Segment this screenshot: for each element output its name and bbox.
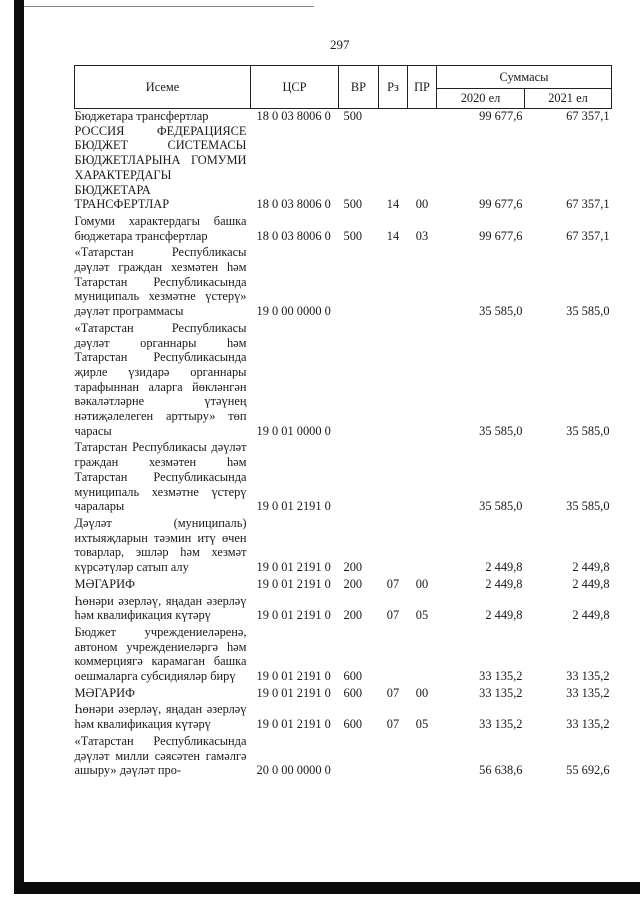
row-amount-2021: 35 585,0 <box>566 499 610 514</box>
table-row <box>75 592 612 623</box>
table-row <box>75 109 612 124</box>
row-pr <box>408 438 437 514</box>
row-csr: 19 0 00 0000 0 <box>256 304 331 319</box>
row-pr: 03 <box>415 228 429 243</box>
row-csr: 19 0 01 2191 0 <box>256 669 331 684</box>
row-rz <box>379 732 408 778</box>
row-amount-2021: 67 357,1 <box>566 228 610 243</box>
table-row <box>75 124 612 212</box>
row-csr: 19 0 01 2191 0 <box>256 576 331 591</box>
row-csr: 19 0 01 2191 0 <box>256 717 331 732</box>
row-vr: 200 <box>343 576 363 591</box>
scan-left-border <box>14 0 24 888</box>
row-amount-2020: 2 449,8 <box>485 576 523 591</box>
row-pr: 00 <box>415 685 429 700</box>
row-name: МӘГАРИФ <box>74 576 135 591</box>
row-rz: 14 <box>386 197 400 212</box>
row-amount-2021: 67 357,1 <box>566 197 610 212</box>
table-row <box>75 575 612 592</box>
row-amount-2021: 35 585,0 <box>566 304 610 319</box>
header-year-2021: 2021 ел <box>525 89 612 109</box>
row-rz <box>379 623 408 684</box>
row-csr: 19 0 01 2191 0 <box>256 685 331 700</box>
row-vr: 500 <box>343 197 363 212</box>
page-number: 297 <box>330 37 350 52</box>
row-vr: 200 <box>343 608 363 623</box>
header-name: Исеме <box>75 66 251 109</box>
row-csr: 19 0 01 2191 0 <box>256 499 331 514</box>
row-vr: 600 <box>343 685 363 700</box>
row-amount-2020: 2 449,8 <box>485 560 523 575</box>
row-csr: 18 0 03 8006 0 <box>256 197 331 212</box>
table-header <box>75 66 612 109</box>
row-rz: 07 <box>386 608 400 623</box>
row-vr: 600 <box>343 669 363 684</box>
row-pr <box>408 514 437 575</box>
row-amount-2021: 55 692,6 <box>566 763 610 778</box>
row-name: «Татарстан Республикасы дәүләт органнары һәм Татарстан Республикасында җирле үзидарә органнары тарафыннан аларга йөкләнгән вәкаләтләрне үтәүнең нәтиҗәлелеген арттыру» төп чарасы <box>74 320 247 438</box>
row-csr: 19 0 01 2191 0 <box>256 608 331 623</box>
row-pr: 05 <box>415 717 429 732</box>
scan-bottom-border <box>14 882 640 894</box>
table-row <box>75 684 612 701</box>
row-rz <box>379 514 408 575</box>
row-amount-2021: 33 135,2 <box>566 717 610 732</box>
row-rz: 14 <box>386 228 400 243</box>
row-amount-2021: 67 357,1 <box>566 109 610 123</box>
table-body <box>75 109 612 778</box>
row-vr: 200 <box>343 560 363 575</box>
row-name: Бюджет учреждениеләренә, автоном учреждениеләргә һәм коммерциягә карамаган башка оешмаларга субсидияләр бирү <box>74 624 247 684</box>
row-csr: 18 0 03 8006 0 <box>256 109 331 123</box>
table-row <box>75 243 612 319</box>
row-name: Бюджетара трансфертлар <box>74 109 209 123</box>
row-pr <box>408 732 437 778</box>
row-amount-2020: 35 585,0 <box>479 304 523 319</box>
row-name: «Татарстан Республикасында дәүләт милли сәясәтен гамәлгә ашыру» дәүләт про- <box>74 733 247 778</box>
table-row <box>75 514 612 575</box>
row-name: Гомуми характердагы башка бюджетара трансфертлар <box>74 213 247 243</box>
header-year-2020: 2020 ел <box>437 89 525 109</box>
table-row <box>75 438 612 514</box>
row-name: Дәүләт (муниципаль) ихтыяҗларын тәэмин итү өчен товарлар, эшләр һәм хезмәт күрсәтүләр сатып алу <box>74 515 247 575</box>
row-rz: 07 <box>386 685 400 700</box>
row-amount-2021: 33 135,2 <box>566 669 610 684</box>
row-rz <box>379 109 408 124</box>
row-vr <box>339 319 379 439</box>
row-pr: 05 <box>415 608 429 623</box>
table-row <box>75 319 612 439</box>
row-vr <box>339 243 379 319</box>
row-amount-2020: 35 585,0 <box>479 499 523 514</box>
row-pr: 00 <box>415 576 429 591</box>
row-amount-2020: 35 585,0 <box>479 423 523 438</box>
row-csr: 19 0 01 0000 0 <box>256 423 331 438</box>
row-name: Татарстан Республикасы дәүләт граждан хезмәтен һәм Татарстан Республикасында муниципаль хезмәтне үстерү чаралары <box>74 440 247 514</box>
header-vr: ВР <box>339 66 379 109</box>
row-amount-2021: 2 449,8 <box>572 560 610 575</box>
row-amount-2020: 99 677,6 <box>479 109 523 123</box>
row-vr <box>339 438 379 514</box>
row-vr: 500 <box>343 109 363 123</box>
row-rz <box>379 319 408 439</box>
row-rz: 07 <box>386 717 400 732</box>
header-pr: ПР <box>408 66 437 109</box>
table-row <box>75 732 612 778</box>
row-amount-2020: 2 449,8 <box>485 608 523 623</box>
scan-top-line <box>24 6 314 7</box>
table-row <box>75 623 612 684</box>
row-amount-2020: 33 135,2 <box>479 717 523 732</box>
row-pr <box>408 623 437 684</box>
row-rz <box>379 243 408 319</box>
row-csr: 20 0 00 0000 0 <box>256 763 331 778</box>
row-pr <box>408 243 437 319</box>
row-name: «Татарстан Республикасы дәүләт граждан хезмәтен һәм Татарстан Республикасында муниципаль хезмәтне үстерү» дәүләт программасы <box>74 245 247 319</box>
row-csr: 18 0 03 8006 0 <box>256 228 331 243</box>
header-csr: ЦСР <box>251 66 339 109</box>
row-amount-2021: 2 449,8 <box>572 576 610 591</box>
row-name: Һөнәри әзерләү, яңадан әзерләү һәм квалификация күтәрү <box>74 702 247 732</box>
row-csr: 19 0 01 2191 0 <box>256 560 331 575</box>
row-amount-2021: 33 135,2 <box>566 685 610 700</box>
row-amount-2020: 99 677,6 <box>479 228 523 243</box>
row-vr <box>339 732 379 778</box>
table-row <box>75 700 612 731</box>
row-pr <box>408 319 437 439</box>
row-name: Һөнәри әзерләү, яңадан әзерләү һәм квалификация күтәрү <box>74 593 247 623</box>
row-rz <box>379 438 408 514</box>
row-amount-2020: 33 135,2 <box>479 669 523 684</box>
row-vr: 500 <box>343 228 363 243</box>
row-amount-2020: 56 638,6 <box>479 763 523 778</box>
row-amount-2020: 33 135,2 <box>479 685 523 700</box>
row-pr <box>408 109 437 124</box>
row-amount-2021: 35 585,0 <box>566 423 610 438</box>
row-pr: 00 <box>415 197 429 212</box>
header-sums: Суммасы <box>437 66 612 89</box>
row-name: МӘГАРИФ <box>74 685 135 700</box>
row-name: РОССИЯ ФЕДЕРАЦИЯСЕ БЮДЖЕТ СИСТЕМАСЫ БЮДЖЕТЛАРЫНА ГОМУМИ ХАРАКТЕРДАГЫ БЮДЖЕТАРА ТРАНСФЕРТЛАР <box>74 123 247 212</box>
header-rz: Рз <box>379 66 408 109</box>
row-amount-2020: 99 677,6 <box>479 197 523 212</box>
row-vr: 600 <box>343 717 363 732</box>
row-rz: 07 <box>386 576 400 591</box>
row-amount-2021: 2 449,8 <box>572 608 610 623</box>
budget-table <box>74 65 612 778</box>
table-row <box>75 212 612 243</box>
